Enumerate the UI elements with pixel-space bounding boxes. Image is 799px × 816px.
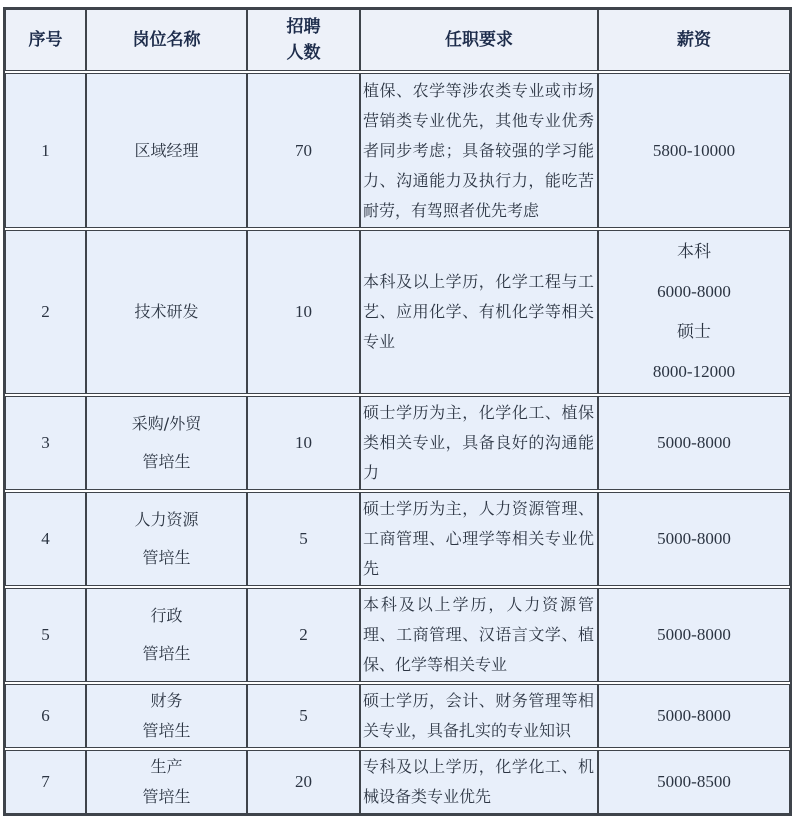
cell-position: 区域经理: [86, 73, 247, 228]
cell-index: 5: [5, 588, 86, 682]
cell-position: [86, 396, 247, 490]
header-cell-salary: [598, 9, 790, 71]
cell-requirements: 植保、农学等涉农类专业或市场营销类专业优先，其他专业优秀者同步考虑；具备较强的学习能力、沟通能力及执行力，能吃苦耐劳，有驾照者优先考虑: [360, 73, 598, 228]
position-line: 管培生: [142, 548, 191, 567]
cell-requirements: 硕士学历为主，人力资源管理、工商管理、心理学等相关专业优先: [360, 492, 598, 586]
header-label-salary: 薪资: [677, 30, 711, 50]
cell-index: 6: [5, 684, 86, 748]
cell-salary: 5000-8500: [598, 750, 790, 814]
cell-position: 技术研发: [86, 230, 247, 394]
cell-headcount: 20: [247, 750, 360, 814]
position-line: 管培生: [142, 644, 191, 663]
header-cell-headcount: [247, 9, 360, 71]
position-line: 人力资源: [134, 510, 199, 529]
cell-headcount: 5: [247, 684, 360, 748]
header-label-position: 岗位名称: [132, 30, 201, 50]
cell-salary: 5000-8000: [598, 396, 790, 490]
header-label-index: 序号: [28, 30, 63, 50]
table-row: [5, 684, 790, 748]
recruitment-table-container: [3, 7, 792, 816]
position-line: 采购/外贸: [131, 414, 202, 433]
cell-position: [86, 750, 247, 814]
table-row: [5, 588, 790, 682]
recruitment-table: [5, 7, 790, 816]
header-cell-requirements: [360, 9, 598, 71]
cell-requirements: 专科及以上学历，化学化工、机械设备类专业优先: [360, 750, 598, 814]
cell-headcount: 10: [247, 230, 360, 394]
table-row: [5, 73, 790, 228]
cell-position: [86, 588, 247, 682]
cell-headcount: 70: [247, 73, 360, 228]
cell-position: [86, 684, 247, 748]
position-line: 管培生: [142, 452, 191, 471]
cell-requirements: 硕士学历为主，化学化工、植保类相关专业，具备良好的沟通能力: [360, 396, 598, 490]
header-cell-position: [86, 9, 247, 71]
position-line: 生产: [150, 757, 183, 776]
salary-line: 硕士: [677, 322, 711, 341]
header-cell-index: [5, 9, 86, 71]
cell-index: 3: [5, 396, 86, 490]
cell-headcount: 5: [247, 492, 360, 586]
table-row: [5, 396, 790, 490]
cell-index: 1: [5, 73, 86, 228]
cell-position: [86, 492, 247, 586]
salary-line: 8000-12000: [652, 362, 736, 381]
position-line: 行政: [150, 606, 183, 625]
cell-salary: 5000-8000: [598, 492, 790, 586]
cell-salary: 5000-8000: [598, 684, 790, 748]
table-row: [5, 230, 790, 394]
cell-salary: 5000-8000: [598, 588, 790, 682]
cell-salary: 5800-10000: [598, 73, 790, 228]
cell-headcount: 2: [247, 588, 360, 682]
cell-requirements: 本科及以上学历，人力资源管理、工商管理、汉语言文学、植保、化学等相关专业: [360, 588, 598, 682]
position-line: 管培生: [142, 721, 191, 740]
position-line: 财务: [150, 691, 183, 710]
header-label-headcount-line1: 招聘: [286, 17, 321, 37]
table-row: [5, 750, 790, 814]
header-label-headcount-line2: 人数: [286, 43, 321, 63]
header-label-requirements: 任职要求: [445, 30, 513, 50]
cell-requirements: 本科及以上学历，化学工程与工艺、应用化学、有机化学等相关专业: [360, 230, 598, 394]
cell-index: 4: [5, 492, 86, 586]
cell-headcount: 10: [247, 396, 360, 490]
cell-index: 7: [5, 750, 86, 814]
cell-salary: [598, 230, 790, 394]
header-row: [5, 9, 790, 71]
position-line: 管培生: [142, 787, 191, 806]
cell-index: 2: [5, 230, 86, 394]
salary-line: 本科: [677, 242, 711, 261]
table-row: [5, 492, 790, 586]
cell-requirements: 硕士学历，会计、财务管理等相关专业，具备扎实的专业知识: [360, 684, 598, 748]
salary-line: 6000-8000: [657, 282, 731, 301]
